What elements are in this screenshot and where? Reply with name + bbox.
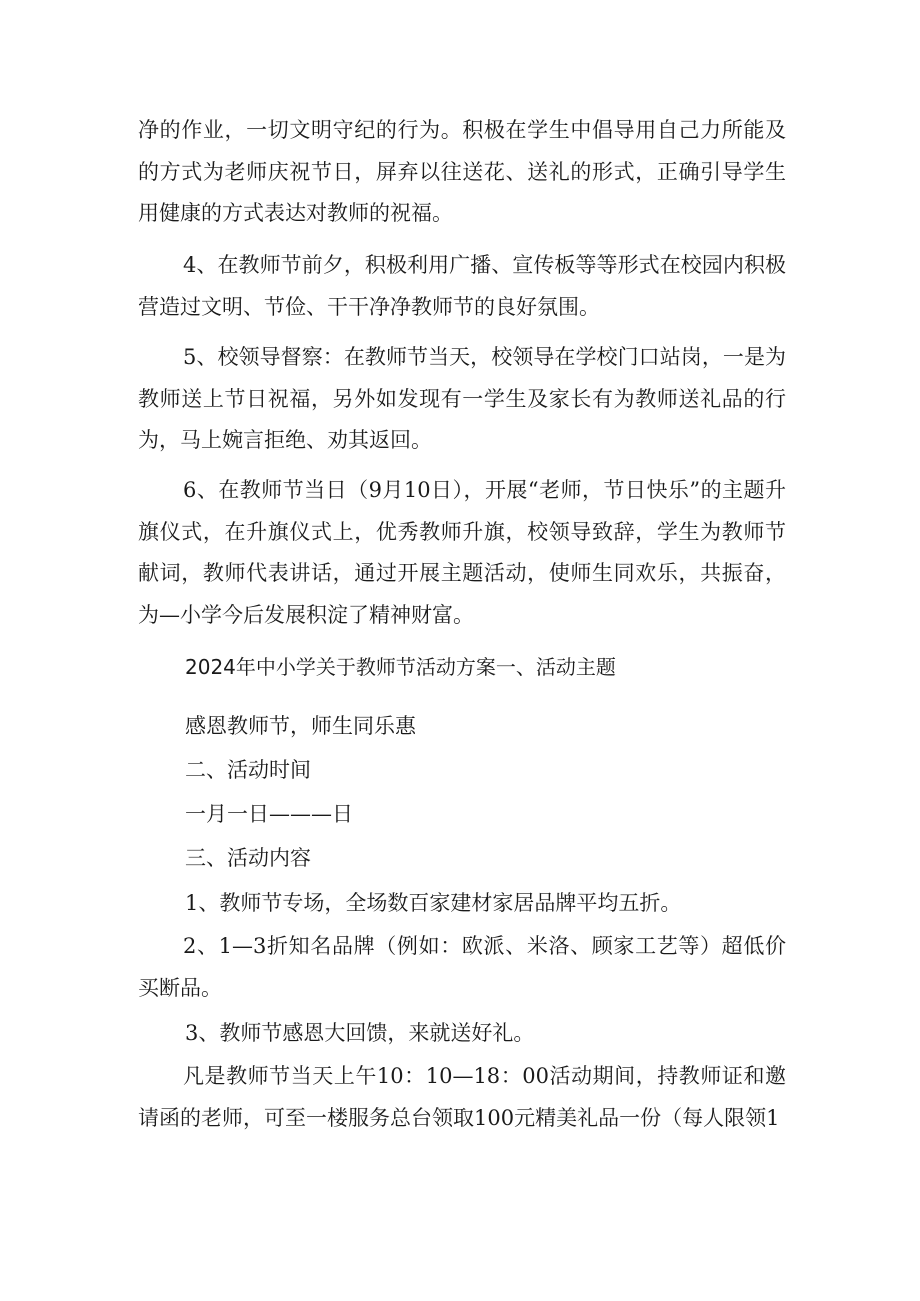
paragraph-item-6: 6、在教师节当日（9月10日），开展“老师，节日快乐”的主题升旗仪式，在升旗仪式上，优秀教师升旗，校领导致辞，学生为教师节献词，教师代表讲话，通过开展主题活动，使师生同欢乐，共振奋，为—小学今后发展积淀了精神财富。 (138, 478, 786, 627)
content-item-1: 1、教师节专场，全场数百家建材家居品牌平均五折。 (185, 891, 682, 915)
content-item-4: 凡是教师节当天上午10：10—18：00活动期间，持教师证和邀请函的老师，可至一楼服务总台领取100元精美礼品一份（每人限领1 (138, 1064, 786, 1130)
section-time-heading: 二、活动时间 (185, 758, 311, 782)
section-heading: 2024年中小学关于教师节活动方案一、活动主题 (185, 655, 616, 679)
paragraph-item-5: 5、校领导督察：在教师节当天，校领导在学校门口站岗，一是为教师送上节日祝福，另外如发现有一学生及家长有为教师送礼品的行为，马上婉言拒绝、劝其返回。 (138, 345, 786, 452)
section-content-heading: 三、活动内容 (185, 846, 311, 870)
paragraph-continuation: 净的作业，一切文明守纪的行为。积极在学生中倡导用自己力所能及的方式为老师庆祝节日，屏弃以往送花、送礼的形式，正确引导学生用健康的方式表达对教师的祝福。 (138, 118, 786, 225)
activity-theme: 感恩教师节，师生同乐惠 (185, 714, 416, 738)
paragraph-item-4: 4、在教师节前夕，积极利用广播、宣传板等等形式在校园内积极营造过文明、节俭、干干净净教师节的良好氛围。 (138, 253, 786, 319)
content-item-3: 3、教师节感恩大回馈，来就送好礼。 (185, 1021, 535, 1045)
activity-time-value: 一月一日———日 (185, 802, 353, 826)
content-item-2: 2、1—3折知名品牌（例如：欧派、米洛、顾家工艺等）超低价买断品。 (138, 934, 786, 1000)
